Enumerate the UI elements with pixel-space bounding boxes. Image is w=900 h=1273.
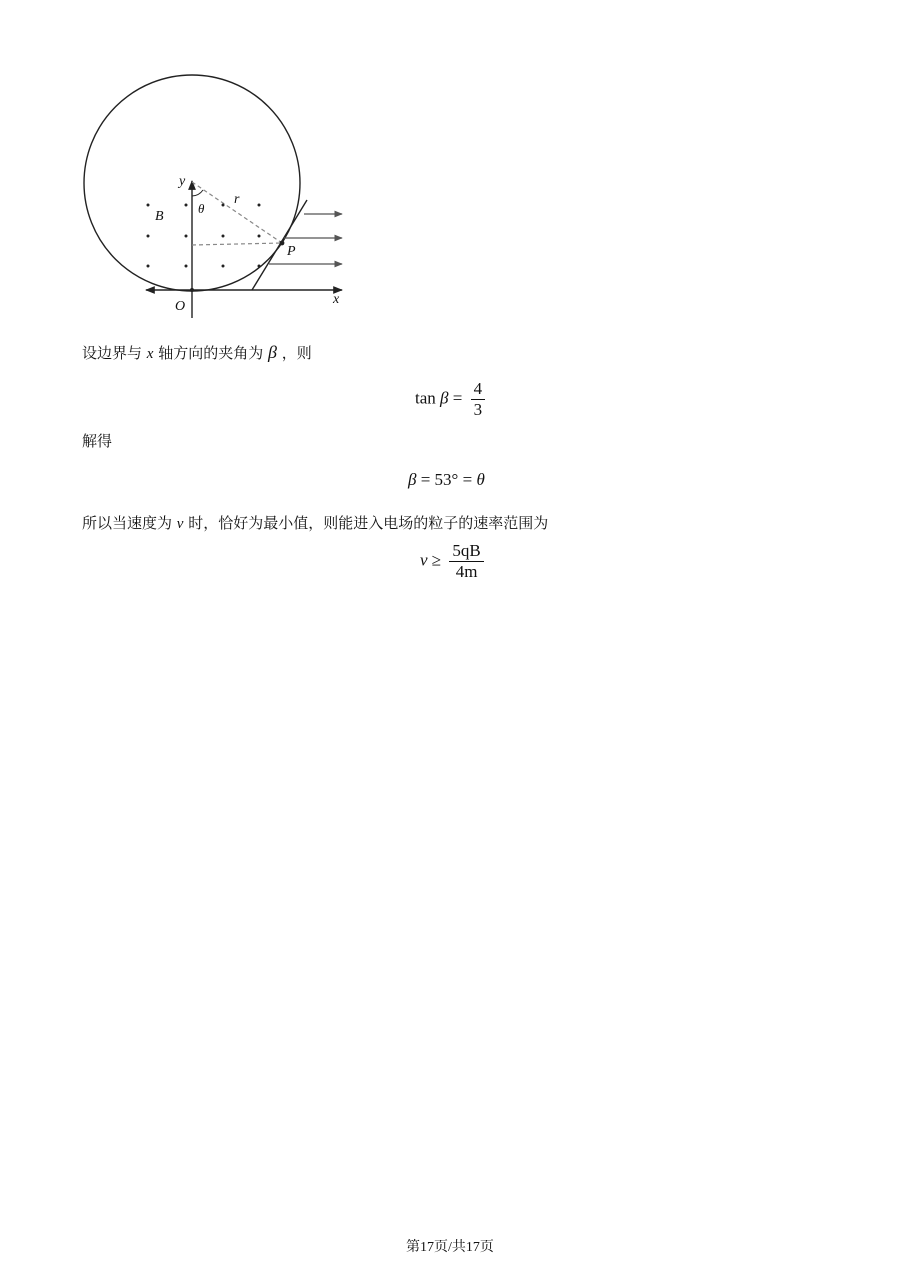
horizontal-dashed: [192, 243, 282, 245]
line-boundary-angle: 设边界与 x 轴方向的夹角为 β ，则: [82, 342, 312, 362]
physics-diagram: [78, 68, 358, 318]
equation-speed-range: v ≥ $\frac{5qB}{4m}$: [420, 542, 484, 581]
y-axis-label: y: [179, 174, 186, 189]
equation-tan-beta: tan β = $\frac{4}{3}$: [415, 380, 485, 419]
x-axis-label: x: [333, 292, 340, 307]
equation-beta-53: β = 53° = θ: [408, 470, 485, 489]
angle-arc: [192, 190, 203, 196]
line-solve: 解得: [82, 432, 113, 450]
point-p: [280, 241, 285, 246]
radius-label: r: [234, 192, 240, 207]
origin-dot: [190, 288, 194, 292]
line-speed-range: 所以当速度为 v 时，恰好为最小值，则能进入电场的粒子的速率范围为: [82, 514, 549, 532]
fraction-5qB-4m: $\frac{5qB}{4m}$: [449, 542, 483, 581]
field-boundary: [252, 200, 307, 290]
angle-label: θ: [198, 201, 205, 216]
origin-label: O: [175, 299, 186, 314]
point-label: P: [287, 244, 296, 259]
field-label: B: [155, 209, 164, 224]
fraction-4-3: $\frac{4}{3}$: [471, 380, 486, 419]
page-footer: 第17页/共17页: [406, 1240, 494, 1255]
